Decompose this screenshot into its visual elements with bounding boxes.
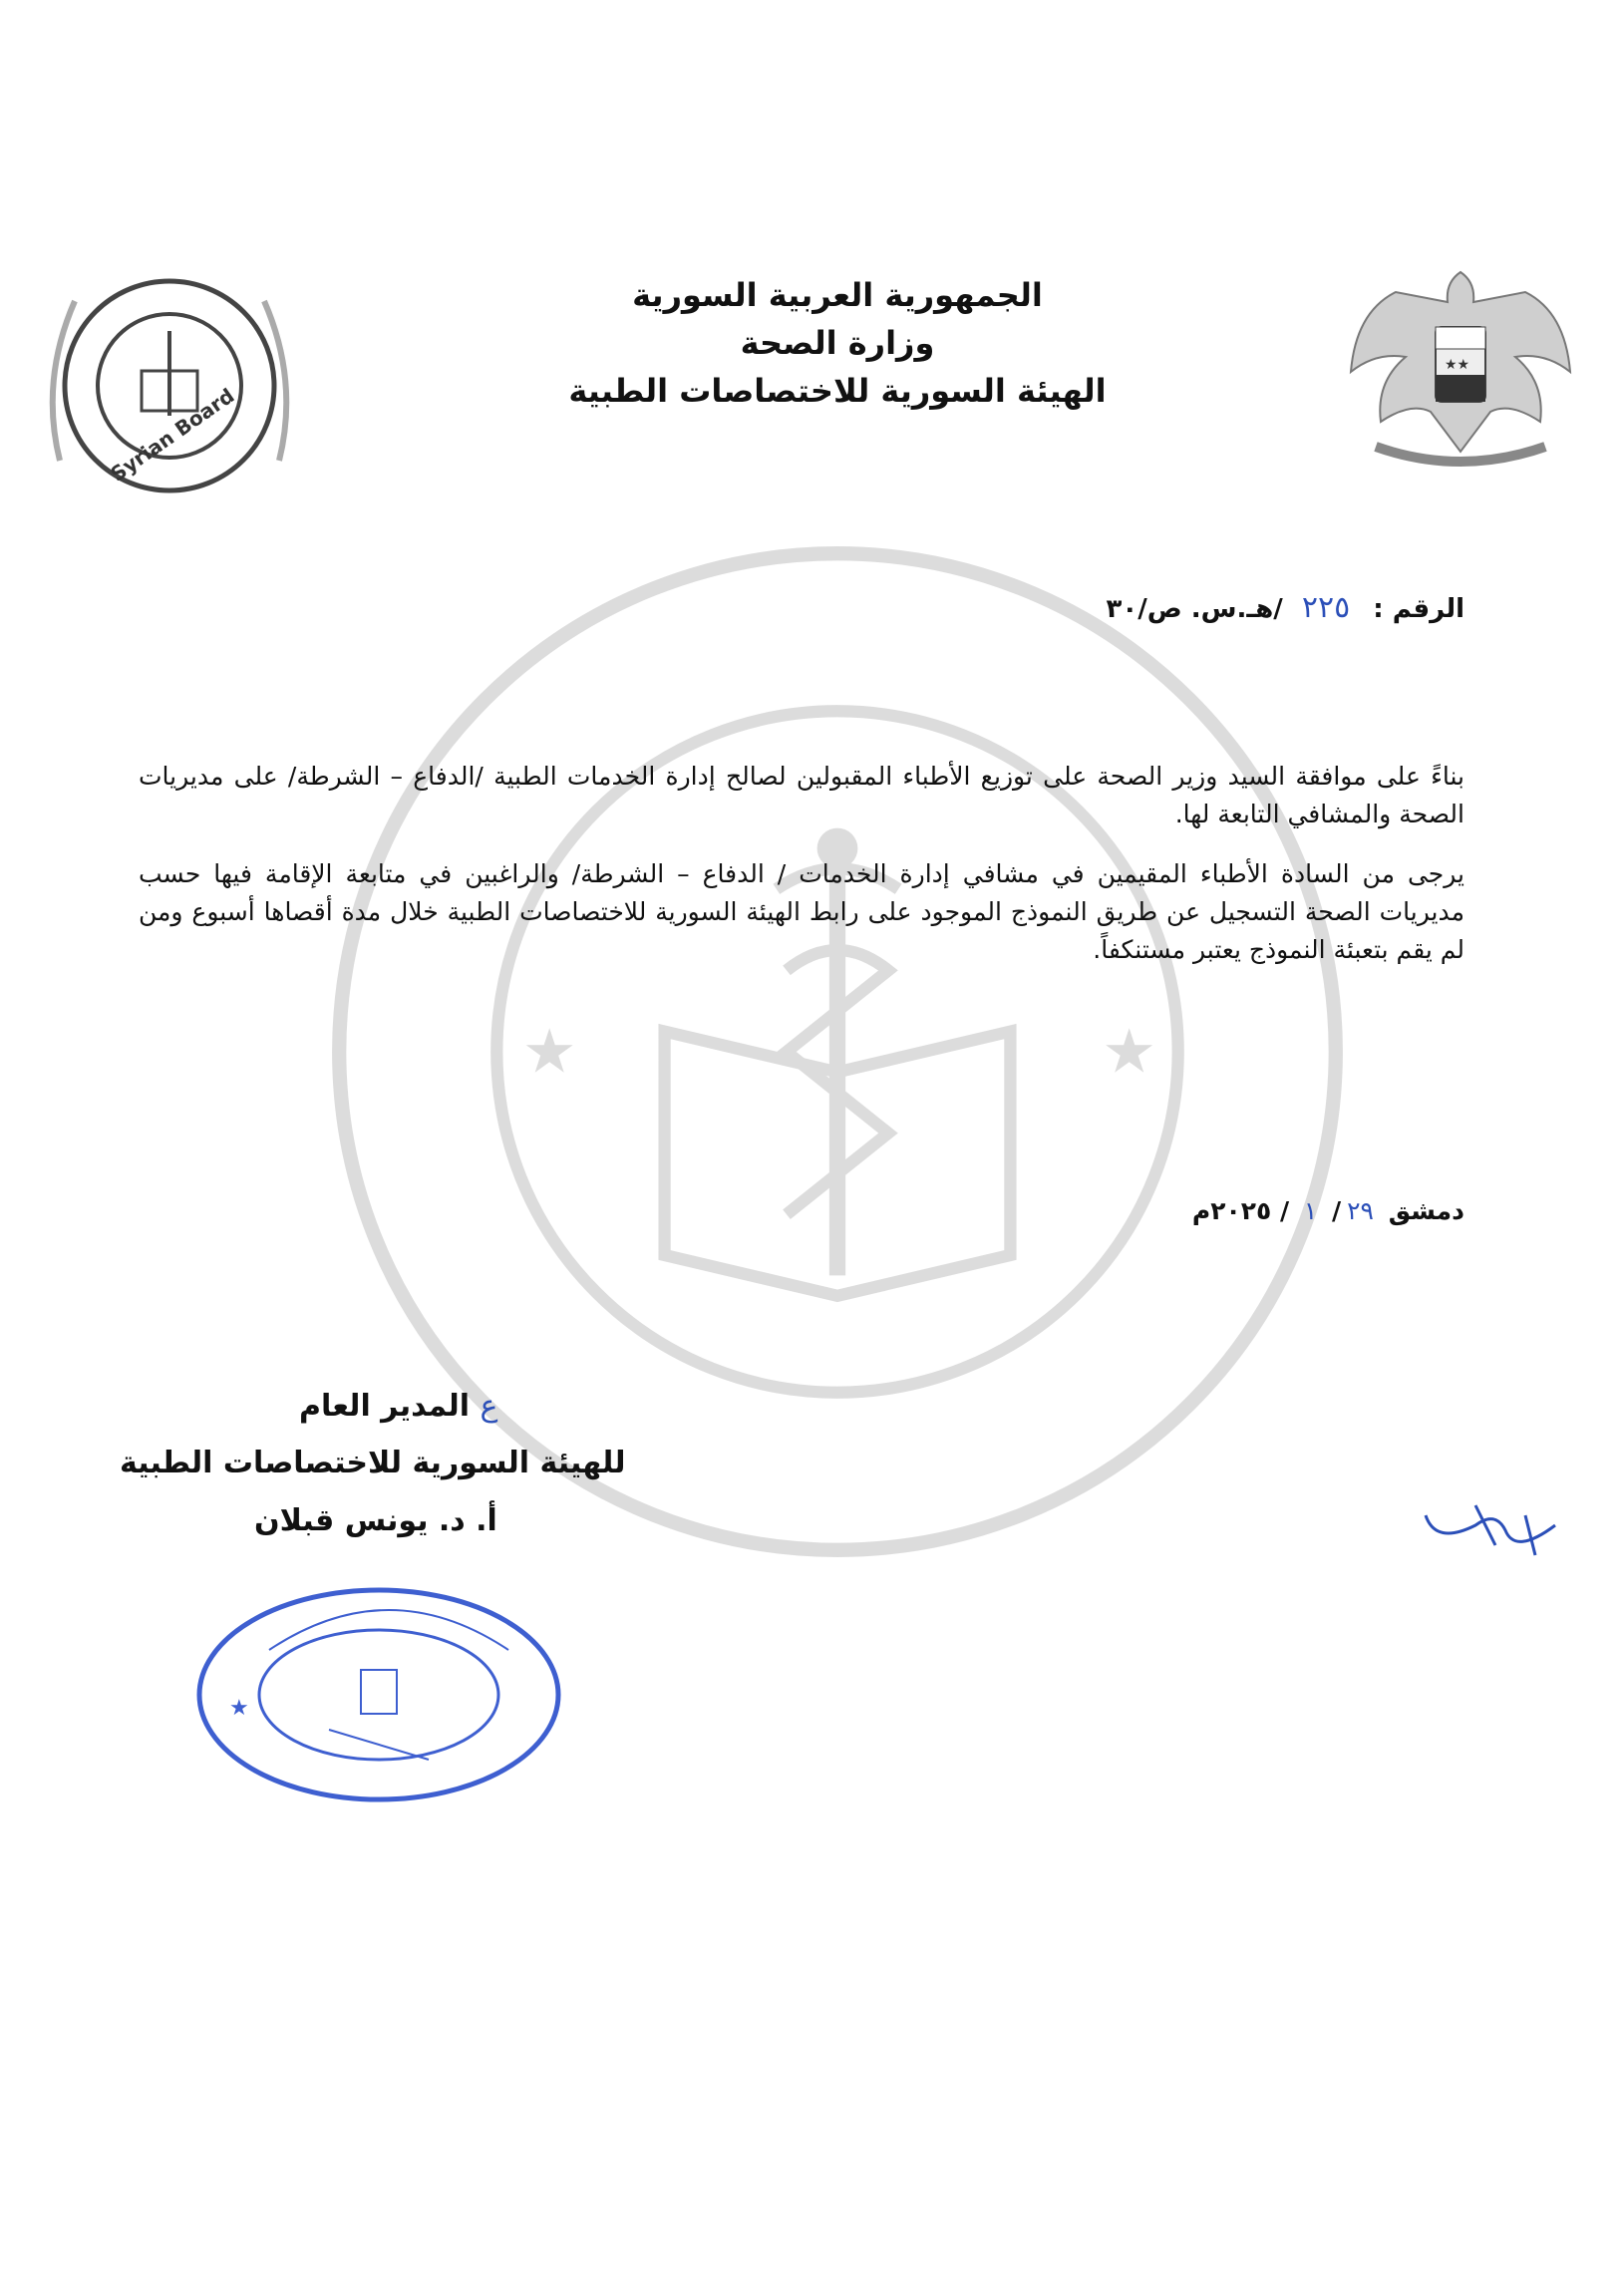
syrian-board-seal-icon bbox=[30, 261, 309, 510]
svg-text:Syrian Board: Syrian Board bbox=[106, 383, 239, 487]
reference-suffix: /هـ.س. ص/٣٠ bbox=[1106, 594, 1283, 624]
document-date: دمشق ٢٩/ ١ / ٢٠٢٥م bbox=[1191, 1196, 1464, 1225]
date-month: ١ bbox=[1303, 1196, 1318, 1225]
reference-label: الرقم : bbox=[1373, 594, 1464, 624]
official-stamp-icon bbox=[189, 1580, 568, 1809]
reference-value: ٢٢٥ bbox=[1301, 590, 1351, 625]
date-year: ٢٠٢٥م bbox=[1191, 1196, 1272, 1225]
signatory-position: المدير العام bbox=[299, 1389, 471, 1424]
reference-number bbox=[1106, 590, 1464, 625]
letterhead bbox=[518, 271, 1156, 415]
svg-text:★: ★ bbox=[1102, 1016, 1157, 1088]
handwritten-signature-icon bbox=[1416, 1485, 1575, 1565]
signatory-org: للهيئة السورية للاختصاصات الطبية bbox=[120, 1446, 626, 1480]
date-label: دمشق bbox=[1388, 1196, 1464, 1225]
signatory-title bbox=[299, 1389, 497, 1424]
header-ministry: وزارة الصحة bbox=[740, 324, 935, 362]
signatory-name: أ. د. يونس قبلان bbox=[254, 1503, 497, 1538]
date-day: ٢٩ bbox=[1347, 1196, 1374, 1225]
header-commission: الهيئة السورية للاختصاصات الطبية bbox=[568, 372, 1107, 410]
svg-text:★: ★ bbox=[521, 1016, 577, 1088]
syrian-eagle-emblem-icon bbox=[1336, 252, 1585, 482]
body-paragraph-2: يرجى من السادة الأطباء المقيمين في مشافي إدارة الخدمات / الدفاع – الشرطة/ والراغبين في متابعة الإقامة فيها حسب مديريات الصحة التسجيل عن طريق النموذج الموجود على رابط الهيئة السورية للاختصاصات الطبية خلال مدة أقصاها أسبوع ومن لم يقم بتعبئة النموذج يعتبر مستنكفاً. bbox=[139, 859, 1464, 964]
body-paragraph-1: بناءً على موافقة السيد وزير الصحة على توزيع الأطباء المقبولين لصالح إدارة الخدمات الطبية /الدفاع – الشرطة/ على مديريات الصحة والمشافي التابعة لها. bbox=[139, 762, 1464, 828]
svg-text:★: ★ bbox=[229, 1696, 249, 1721]
header-country: الجمهورية العربية السورية bbox=[632, 276, 1043, 314]
svg-text:★★: ★★ bbox=[1445, 357, 1470, 373]
signatory-prefix: ع bbox=[480, 1389, 498, 1424]
